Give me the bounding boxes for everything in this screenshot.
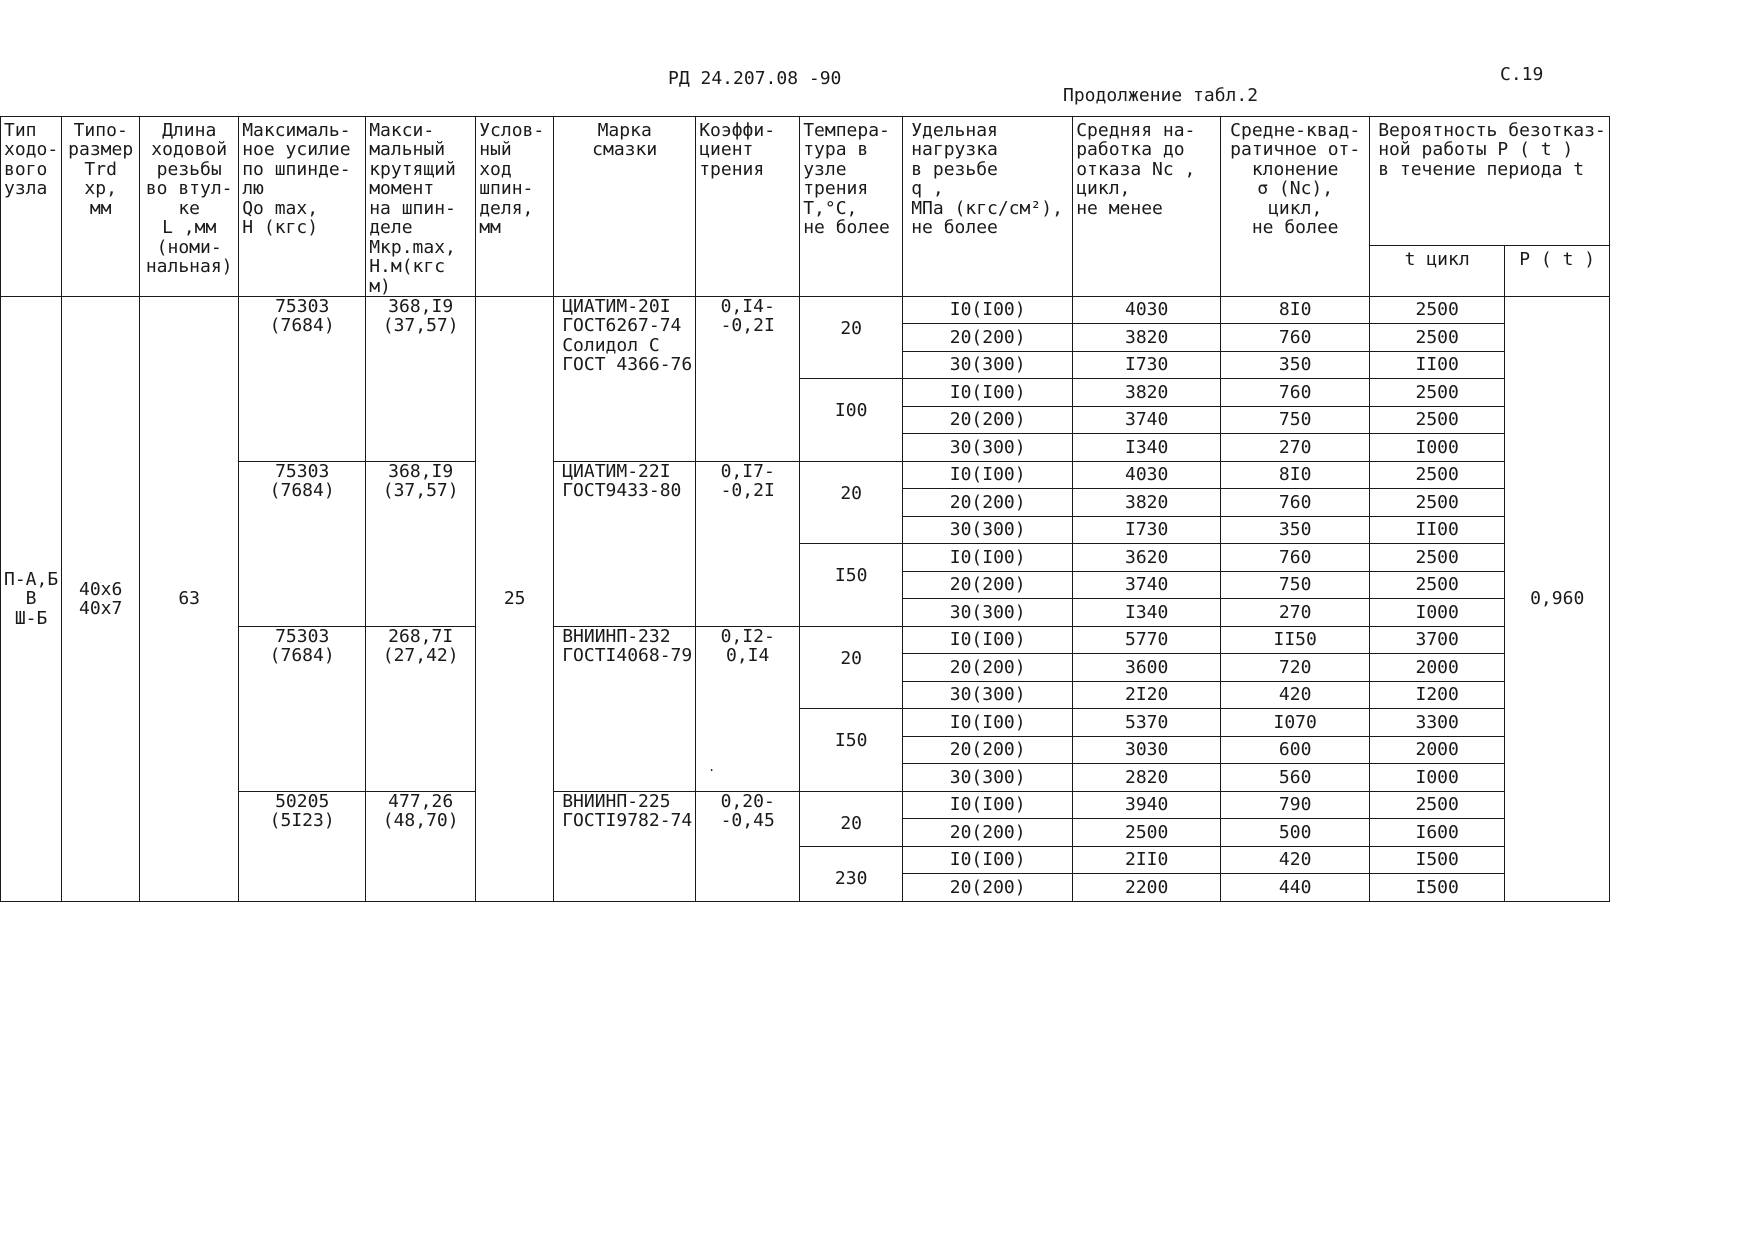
std-deviation-cell: 270: [1221, 599, 1370, 627]
table-row: [1, 296, 1610, 324]
specific-load-cell: I0(I00): [903, 296, 1073, 324]
std-deviation-cell: 440: [1221, 874, 1370, 902]
specific-load-cell: 20(200): [903, 654, 1073, 682]
cycles-cell: 3300: [1370, 709, 1505, 737]
mean-time-cell: I340: [1073, 599, 1221, 627]
cycles-cell: 2500: [1370, 324, 1505, 352]
temperature-cell: 230: [800, 846, 903, 901]
grease-cell: ВНИИНП-232 ГОСТI4068-79: [554, 626, 696, 791]
specific-load-cell: 20(200): [903, 489, 1073, 517]
temperature-cell: 20: [800, 296, 903, 379]
continuation-label: Продолжение табл.2: [1063, 85, 1259, 106]
friction-cell: 0,I4- -0,2I: [696, 296, 800, 461]
header-cell: Марка смазки: [554, 117, 696, 297]
mean-time-cell: 2500: [1073, 819, 1221, 847]
std-deviation-cell: 420: [1221, 681, 1370, 709]
mean-time-cell: I730: [1073, 516, 1221, 544]
table-row: [1, 791, 1610, 819]
mean-time-cell: 2200: [1073, 874, 1221, 902]
specific-load-cell: 20(200): [903, 736, 1073, 764]
header-cell: Коэффи- циент трения: [696, 117, 800, 297]
std-deviation-cell: 750: [1221, 406, 1370, 434]
mean-time-cell: 2II0: [1073, 846, 1221, 874]
temperature-cell: I00: [800, 379, 903, 462]
std-deviation-cell: I070: [1221, 709, 1370, 737]
std-deviation-cell: 270: [1221, 434, 1370, 462]
temperature-cell: 20: [800, 626, 903, 709]
header-cell: Удельная нагрузка в резьбе q , МПа (кгс/см²), не более: [903, 117, 1073, 297]
temperature-cell: 20: [800, 461, 903, 544]
mean-time-cell: I340: [1073, 434, 1221, 462]
cycles-cell: II00: [1370, 516, 1505, 544]
cycles-cell: 2500: [1370, 406, 1505, 434]
mean-time-cell: 3030: [1073, 736, 1221, 764]
std-deviation-cell: 8I0: [1221, 461, 1370, 489]
header-cell: Длина ходовой резьбы во втул- ке L ,мм (номи- нальная): [140, 117, 239, 297]
cycles-cell: I600: [1370, 819, 1505, 847]
specific-load-cell: 20(200): [903, 571, 1073, 599]
table-row: [1, 626, 1610, 654]
max-torque-cell: 477,26 (48,70): [366, 791, 476, 901]
specific-load-cell: 20(200): [903, 324, 1073, 352]
friction-cell: 0,I2- 0,I4: [696, 626, 800, 791]
header-subcell: t цикл: [1370, 245, 1505, 296]
specific-load-cell: I0(I00): [903, 461, 1073, 489]
grease-cell: ЦИАТИМ-22I ГОСТ9433-80: [554, 461, 696, 626]
cycles-cell: 2000: [1370, 654, 1505, 682]
cycles-cell: I000: [1370, 434, 1505, 462]
mean-time-cell: 3600: [1073, 654, 1221, 682]
specific-load-cell: 30(300): [903, 764, 1073, 792]
std-deviation-cell: 500: [1221, 819, 1370, 847]
cycles-cell: I000: [1370, 599, 1505, 627]
header-cell: Максималь- ное усилие по шпинде- лю Qo max, Н (кгс): [239, 117, 366, 297]
max-force-cell: 50205 (5I23): [239, 791, 366, 901]
specific-load-cell: I0(I00): [903, 626, 1073, 654]
probability-cell: 0,960: [1505, 296, 1610, 901]
mean-time-cell: 3820: [1073, 489, 1221, 517]
cycles-cell: 2500: [1370, 489, 1505, 517]
specific-load-cell: 20(200): [903, 874, 1073, 902]
mean-time-cell: 3820: [1073, 324, 1221, 352]
mean-time-cell: 4030: [1073, 461, 1221, 489]
stray-mark: .: [708, 760, 716, 774]
specific-load-cell: I0(I00): [903, 379, 1073, 407]
mean-time-cell: 3740: [1073, 406, 1221, 434]
cycles-cell: 2500: [1370, 791, 1505, 819]
cycles-cell: 2000: [1370, 736, 1505, 764]
std-deviation-cell: 760: [1221, 544, 1370, 572]
page-number: С.19: [1500, 64, 1544, 85]
specific-load-cell: I0(I00): [903, 846, 1073, 874]
header-cell: Тип ходо- вого узла: [1, 117, 62, 297]
table-row: [1, 461, 1610, 489]
parameters-table: [0, 116, 1610, 902]
specific-load-cell: 20(200): [903, 819, 1073, 847]
std-deviation-cell: 750: [1221, 571, 1370, 599]
std-deviation-cell: 600: [1221, 736, 1370, 764]
specific-load-cell: 20(200): [903, 406, 1073, 434]
mean-time-cell: I730: [1073, 351, 1221, 379]
specific-load-cell: 30(300): [903, 351, 1073, 379]
std-deviation-cell: 350: [1221, 516, 1370, 544]
cycles-cell: II00: [1370, 351, 1505, 379]
std-deviation-cell: 720: [1221, 654, 1370, 682]
header-subcell: P ( t ): [1505, 245, 1610, 296]
specific-load-cell: I0(I00): [903, 544, 1073, 572]
stroke-cell: 25: [476, 296, 554, 901]
document-code: РД 24.207.08 -90: [668, 68, 842, 89]
std-deviation-cell: 350: [1221, 351, 1370, 379]
mean-time-cell: 2I20: [1073, 681, 1221, 709]
cycles-cell: I500: [1370, 874, 1505, 902]
thread-length-cell: 63: [140, 296, 239, 901]
max-force-cell: 75303 (7684): [239, 296, 366, 461]
mean-time-cell: 3820: [1073, 379, 1221, 407]
cycles-cell: 2500: [1370, 571, 1505, 599]
cycles-cell: 2500: [1370, 296, 1505, 324]
specific-load-cell: I0(I00): [903, 709, 1073, 737]
temperature-cell: 20: [800, 791, 903, 846]
specific-load-cell: I0(I00): [903, 791, 1073, 819]
grease-cell: ВНИИНП-225 ГОСТI9782-74: [554, 791, 696, 901]
std-deviation-cell: 760: [1221, 379, 1370, 407]
specific-load-cell: 30(300): [903, 599, 1073, 627]
mean-time-cell: 3740: [1073, 571, 1221, 599]
header-cell: Макси- мальный крутящий момент на шпин- деле Мкр.max, Н.м(кгс м): [366, 117, 476, 297]
std-deviation-cell: II50: [1221, 626, 1370, 654]
mean-time-cell: 2820: [1073, 764, 1221, 792]
specific-load-cell: 30(300): [903, 681, 1073, 709]
cycles-cell: 2500: [1370, 544, 1505, 572]
std-deviation-cell: 420: [1221, 846, 1370, 874]
std-deviation-cell: 560: [1221, 764, 1370, 792]
std-deviation-cell: 790: [1221, 791, 1370, 819]
thread-size-cell: 40х6 40х7: [62, 296, 140, 901]
cycles-cell: I500: [1370, 846, 1505, 874]
std-deviation-cell: 760: [1221, 324, 1370, 352]
std-deviation-cell: 760: [1221, 489, 1370, 517]
temperature-cell: I50: [800, 544, 903, 627]
mean-time-cell: 5370: [1073, 709, 1221, 737]
friction-cell: 0,I7- -0,2I: [696, 461, 800, 626]
header-cell: Темпера- тура в узле трения T,°С, не более: [800, 117, 903, 297]
header-cell: Средняя на- работка до отказа Nc , цикл, не менее: [1073, 117, 1221, 297]
grease-cell: ЦИАТИМ-20I ГОСТ6267-74 Солидол С ГОСТ 4366-76: [554, 296, 696, 461]
max-torque-cell: 368,I9 (37,57): [366, 296, 476, 461]
cycles-cell: I000: [1370, 764, 1505, 792]
unit-type-cell: П-А,Б В Ш-Б: [1, 296, 62, 901]
header-cell: Вероятность безотказ- ной работы P ( t ) в течение периода t: [1370, 117, 1610, 246]
header-cell: Типо- размер Trd хр, мм: [62, 117, 140, 297]
max-torque-cell: 268,7I (27,42): [366, 626, 476, 791]
cycles-cell: 2500: [1370, 379, 1505, 407]
cycles-cell: I200: [1370, 681, 1505, 709]
max-force-cell: 75303 (7684): [239, 626, 366, 791]
max-torque-cell: 368,I9 (37,57): [366, 461, 476, 626]
max-force-cell: 75303 (7684): [239, 461, 366, 626]
friction-cell: 0,20- -0,45: [696, 791, 800, 901]
cycles-cell: 3700: [1370, 626, 1505, 654]
header-cell: Услов- ный ход шпин- деля, мм: [476, 117, 554, 297]
header-cell: Средне-квад- ратичное от- клонение σ (Nc), цикл, не более: [1221, 117, 1370, 297]
cycles-cell: 2500: [1370, 461, 1505, 489]
specific-load-cell: 30(300): [903, 434, 1073, 462]
temperature-cell: I50: [800, 709, 903, 792]
mean-time-cell: 3940: [1073, 791, 1221, 819]
mean-time-cell: 4030: [1073, 296, 1221, 324]
specific-load-cell: 30(300): [903, 516, 1073, 544]
mean-time-cell: 3620: [1073, 544, 1221, 572]
std-deviation-cell: 8I0: [1221, 296, 1370, 324]
mean-time-cell: 5770: [1073, 626, 1221, 654]
